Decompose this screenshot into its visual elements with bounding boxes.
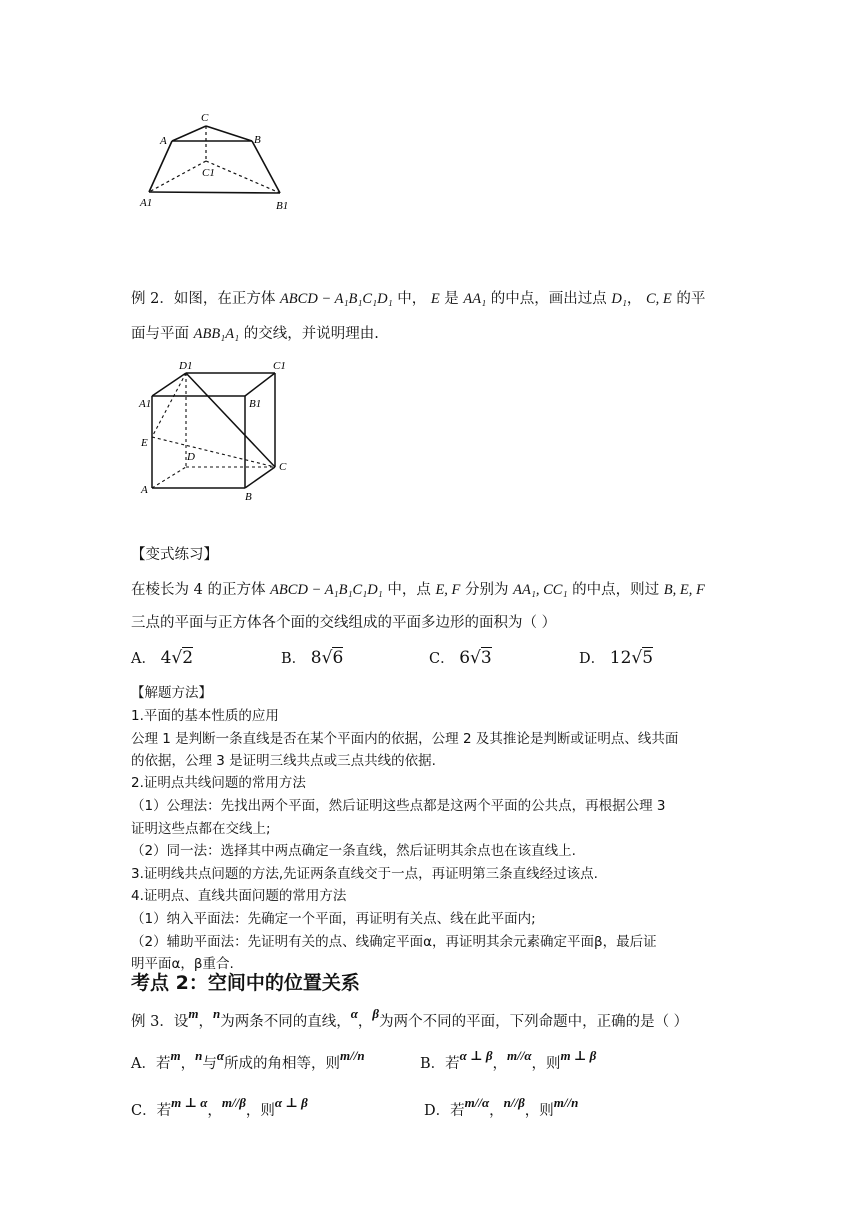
label-a: A (141, 484, 148, 496)
edge-cb (206, 126, 252, 141)
label-a: A (160, 135, 167, 147)
edge-bb1 (252, 141, 280, 193)
method-line: （1）公理法：先找出两个平面，然后证明这些点都是这两个平面的公共点，再根据公理 3 (131, 798, 666, 814)
label-b1: B1 (249, 398, 262, 410)
edge-ac (172, 126, 206, 141)
example3-option-a[interactable]: A．若m，n与α所成的角相等，则m//n (131, 1048, 365, 1072)
label-d: D (187, 451, 195, 463)
edge-aa1 (149, 141, 172, 192)
method-line: 证明这些点都在交线上; (131, 821, 271, 837)
example3-option-b[interactable]: B．若α ⊥ β，m//α，则m ⊥ β (420, 1048, 597, 1072)
label-d1: D1 (179, 360, 193, 372)
method-title: 【解题方法】 (131, 685, 212, 701)
label-c1: C1 (273, 360, 286, 372)
method-line: 2.证明点共线问题的常用方法 (131, 775, 306, 791)
edge-a1b1 (149, 192, 280, 193)
edge-c1a1 (149, 161, 206, 192)
variant-title: 【变式练习】 (131, 547, 218, 563)
method-line: 的依据，公理 3 是证明三线共点或三点共线的依据. (131, 753, 436, 769)
label-a1: A1 (140, 197, 153, 209)
example3-stem: 例 3．设m，n为两条不同的直线，α，β为两个不同的平面，下列命题中，正确的是（ ） (131, 1006, 689, 1030)
method-line: 4.证明点、直线共面问题的常用方法 (131, 888, 347, 904)
example3-option-c[interactable]: C．若m ⊥ α，m//β，则α ⊥ β (131, 1095, 308, 1119)
variant-line1: 在棱长为 4 的正方体 ABCD − A₁B₁C₁D₁ 中，点 E, F 分别为 AA₁, CC₁ 的中点，则过 B, E, F (131, 582, 705, 598)
method-line: （2）辅助平面法：先证明有关的点、线确定平面α，再证明其余元素确定平面β，最后证 (131, 934, 657, 950)
frustum-figure (130, 105, 305, 220)
section2-title: 考点 2：空间中的位置关系 (131, 972, 360, 994)
label-c: C (279, 461, 287, 473)
method-line: 公理 1 是判断一条直线是否在某个平面内的依据，公理 2 及其推论是判断或证明点、线共面 (131, 731, 679, 747)
variant-line2: 三点的平面与正方体各个面的交线组成的平面多边形的面积为（ ） (131, 615, 557, 631)
method-line: 明平面α，β重合. (131, 956, 234, 972)
option-b[interactable]: B． 8√6 (281, 648, 344, 668)
label-b1: B1 (276, 200, 289, 212)
label-c: C (201, 112, 209, 124)
example2-line2: 面与平面 ABB₁A₁ 的交线，并说明理由. (131, 326, 379, 342)
edge-c1b1 (206, 161, 280, 193)
label-b: B (254, 134, 261, 146)
option-a[interactable]: A． 4√2 (131, 648, 194, 668)
example3-option-d[interactable]: D．若m//α，n//β，则m//n (424, 1095, 579, 1119)
method-line: 3.证明线共点问题的方法,先证两条直线交于一点，再证明第三条直线经过该点. (131, 866, 598, 882)
method-line: （1）纳入平面法：先确定一个平面，再证明有关点、线在此平面内; (131, 911, 536, 927)
method-line: （2）同一法：选择其中两点确定一条直线，然后证明其余点也在该直线上. (131, 843, 576, 859)
label-e: E (141, 437, 148, 449)
cube-figure (135, 355, 300, 505)
label-a1: A1 (139, 398, 152, 410)
label-c1: C1 (202, 167, 215, 179)
option-d[interactable]: D． 12√5 (579, 648, 654, 668)
label-b: B (245, 491, 252, 503)
option-c[interactable]: C． 6√3 (429, 648, 492, 668)
method-line: 1.平面的基本性质的应用 (131, 708, 279, 724)
example2-line1: 例 2．如图，在正方体 ABCD − A₁B₁C₁D₁ 中， E 是 AA₁ 的中点，画出过点 D₁， C, E 的平 (131, 291, 706, 307)
